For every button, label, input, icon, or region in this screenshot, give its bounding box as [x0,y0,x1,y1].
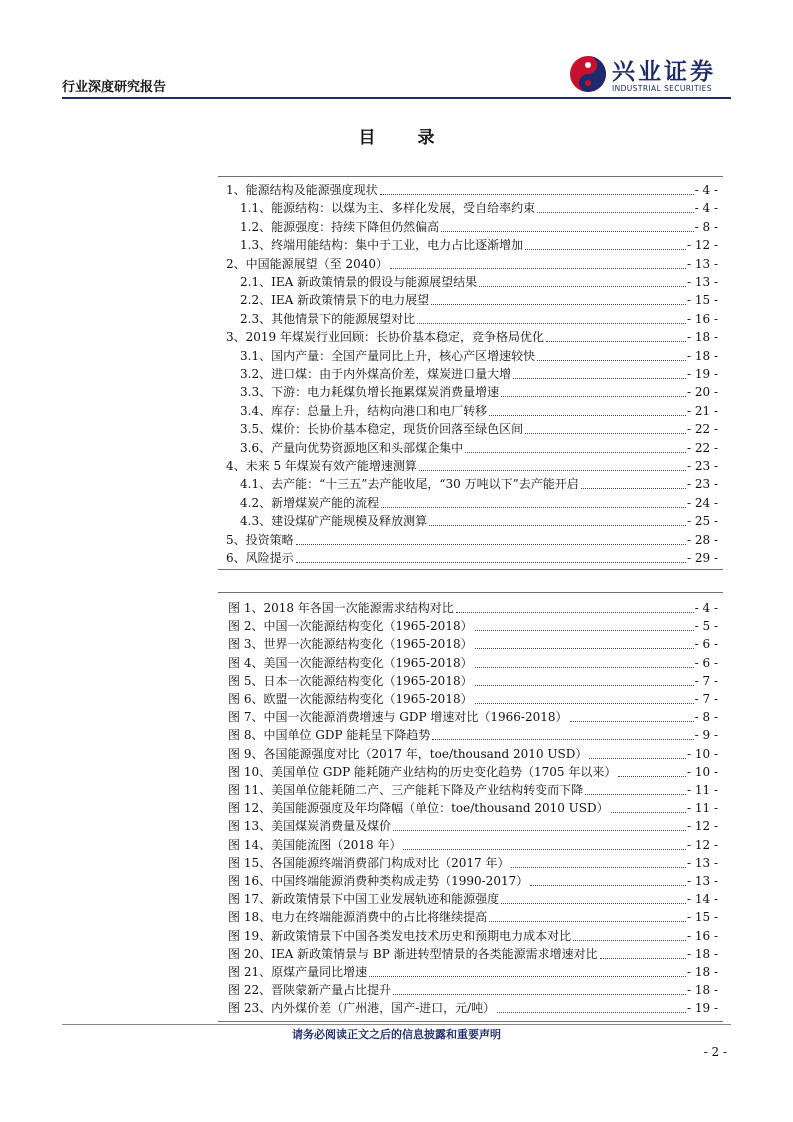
dot-leader [530,885,686,886]
entry-title: 图 12、美国能源强度及年均降幅（单位：toe/thousand 2010 USD） [228,801,609,816]
entry-page: - 13 - [686,855,718,870]
report-type-label: 行业深度研究报告 [62,80,167,95]
entry-title: 3.3、下游：电力耗煤负增长拖累煤炭消费量增速 [240,385,500,400]
entry-title: 2.3、其他情景下的能源展望对比 [240,311,416,326]
figure-entry[interactable] [228,999,718,1017]
entry-page: - 16 - [686,928,718,943]
header-divider [62,97,731,99]
dot-leader [380,194,694,195]
entry-title: 图 23、内外煤价差（广州港，国产-进口，元/吨） [228,1001,496,1016]
entry-title: 3.5、煤价：长协价基本稳定，现货价回落至绿色区间 [240,422,524,437]
toc-entry[interactable] [226,255,718,273]
entry-page: - 9 - [694,728,718,743]
dot-leader [570,721,694,722]
toc-entry[interactable] [240,494,718,512]
figure-entry[interactable] [228,945,718,963]
entry-title: 4.2、新增煤炭产能的流程 [240,495,380,510]
figure-entry[interactable] [228,908,718,926]
entry-page: - 10 - [686,764,718,779]
entry-page: - 4 - [694,601,718,615]
brand-name: 兴业证券 [612,59,716,85]
dot-leader [431,304,686,305]
entry-title: 图 21、原煤产量同比增速 [228,965,368,979]
figure-entry[interactable] [228,745,718,763]
dot-leader [573,940,686,941]
dot-leader [369,976,686,977]
toc-entry[interactable] [240,475,718,493]
entry-page: - 29 - [686,551,718,565]
dot-leader [381,507,686,508]
entry-title: 3.6、产量向优势资源地区和头部煤企集中 [240,440,464,455]
entry-title: 图 3、世界一次能源结构变化（1965-2018） [228,637,473,652]
figure-entry[interactable] [228,872,718,890]
toc-entry[interactable] [240,310,718,328]
dot-leader [475,667,694,668]
toc-entry[interactable] [240,365,718,383]
entry-title: 6、风险提示 [226,551,294,565]
toc-entry[interactable] [240,291,718,309]
entry-title: 图 22、晋陕蒙新产量占比提升 [228,983,392,998]
toc-entry[interactable] [240,218,718,236]
toc-entry[interactable] [240,512,718,530]
entry-title: 图 5、日本一次能源结构变化（1965-2018） [228,673,473,688]
toc-entry[interactable] [240,236,718,254]
dot-leader [393,994,686,995]
entry-title: 1.3、终端用能结构：集中于工业，电力占比逐渐增加 [240,238,524,253]
figure-list [218,592,723,1022]
entry-title: 图 4、美国一次能源结构变化（1965-2018） [228,655,473,670]
entry-page: - 19 - [686,1001,718,1016]
entry-title: 4.3、建设煤矿产能规模及释放测算 [240,514,428,529]
toc-entry[interactable] [240,383,718,401]
dot-leader [432,739,693,740]
entry-page: - 13 - [686,275,718,289]
entry-title: 2.1、IEA 新政策情景的假设与能源展望结果 [240,275,478,289]
entry-page: - 11 - [686,801,718,816]
brand-logo[interactable] [568,52,738,100]
toc-entry[interactable] [226,457,718,475]
entry-page: - 18 - [686,965,718,979]
dot-leader [585,794,686,795]
dot-leader [600,958,686,959]
entry-page: - 10 - [686,746,718,761]
entry-title: 图 14、美国能流图（2018 年） [228,837,402,852]
entry-page: - 18 - [686,330,718,345]
entry-page: - 4 - [694,201,718,216]
figure-entry[interactable] [228,690,718,708]
entry-page: - 14 - [686,892,718,907]
figure-entry[interactable] [228,763,718,781]
entry-page: - 6 - [694,655,718,670]
toc-entry[interactable] [240,199,718,217]
entry-page: - 20 - [686,385,718,400]
dot-leader [403,849,686,850]
entry-title: 1.1、能源结构：以煤为主、多样化发展，受自给率约束 [240,201,536,216]
entry-title: 图 2、中国一次能源结构变化（1965-2018） [228,619,473,634]
entry-page: - 4 - [694,183,718,197]
figure-entry[interactable] [228,981,718,999]
entry-title: 2.2、IEA 新政策情景下的电力展望 [240,293,430,308]
dot-leader [296,544,686,545]
entry-page: - 13 - [686,874,718,888]
entry-page: - 19 - [686,367,718,381]
entry-title: 图 15、各国能源终端消费部门构成对比（2017 年） [228,855,510,870]
figure-entry[interactable] [228,927,718,945]
dot-leader [417,323,686,324]
entry-title: 1、能源结构及能源强度现状 [226,183,378,197]
entry-title: 图 20、IEA 新政策情景与 BP 渐进转型情景的各类能源需求增速对比 [228,946,598,961]
figure-entry[interactable] [228,654,718,672]
entry-title: 图 18、电力在终端能源消费中的占比将继续提高 [228,910,488,925]
dot-leader [525,433,686,434]
toc-entry[interactable] [226,531,718,549]
dot-leader [489,415,686,416]
figure-entry[interactable] [228,708,718,726]
figure-entry[interactable] [228,890,718,908]
entry-title: 4、未来 5 年煤炭有效产能增速测算 [226,459,417,473]
entry-page: - 15 - [686,910,718,925]
page-number: - 2 - [703,1045,727,1059]
entry-page: - 18 - [686,983,718,998]
entry-page: - 12 - [686,238,718,253]
entry-page: - 25 - [686,514,718,529]
entry-title: 3.2、进口煤：由于内外煤高价差，煤炭进口量大增 [240,367,512,381]
entry-page: - 8 - [694,219,718,234]
dot-leader [537,360,686,361]
toc-list [218,176,723,570]
figure-entry[interactable] [228,726,718,744]
dot-leader [589,758,686,759]
entry-page: - 15 - [686,293,718,308]
figure-entry[interactable] [228,617,718,635]
toc-entry[interactable] [240,347,718,365]
figure-entry[interactable] [228,854,718,872]
figure-entry[interactable] [228,635,718,653]
entry-page: - 28 - [686,532,718,547]
figure-entry[interactable] [228,781,718,799]
dot-leader [618,776,686,777]
footer-divider [62,1024,731,1025]
disclaimer-notice: 请务必阅读正文之后的信息披露和重要声明 [292,1028,501,1041]
entry-title: 图 7、中国一次能源消费增速与 GDP 增速对比（1966-2018） [228,710,568,725]
entry-title: 图 9、各国能源强度对比（2017 年，toe/thousand 2010 USD） [228,746,588,761]
figure-entry[interactable] [228,963,718,981]
dot-leader [537,212,694,213]
dot-leader [501,903,686,904]
dot-leader [525,249,686,250]
dot-leader [475,685,694,686]
entry-title: 图 17、新政策情景下中国工业发展轨迹和能源强度 [228,892,500,907]
toc-entry[interactable] [240,402,718,420]
dot-leader [296,562,686,563]
dot-leader [475,630,694,631]
entry-title: 图 6、欧盟一次能源结构变化（1965-2018） [228,692,473,706]
entry-title: 3、2019 年煤炭行业回顾：长协价基本稳定，竞争格局优化 [226,330,544,345]
entry-page: - 7 - [694,692,718,706]
dot-leader [390,268,686,269]
entry-page: - 7 - [694,673,718,688]
entry-page: - 18 - [686,946,718,961]
figure-entry[interactable] [228,672,718,690]
toc-entry[interactable] [226,181,718,199]
dot-leader [511,867,686,868]
dot-leader [501,396,686,397]
entry-page: - 11 - [686,783,718,797]
entry-title: 5、投资策略 [226,532,294,547]
dot-leader [475,703,694,704]
entry-page: - 13 - [686,256,718,271]
dot-leader [479,286,686,287]
figure-entry[interactable] [228,599,718,617]
entry-title: 图 8、中国单位 GDP 能耗呈下降趋势 [228,728,431,743]
toc-entry[interactable] [240,420,718,438]
entry-title: 图 10、美国单位 GDP 能耗随产业结构的历史变化趋势（1705 年以来） [228,764,617,779]
entry-page: - 22 - [686,422,718,437]
figure-entry[interactable] [228,836,718,854]
entry-page: - 6 - [694,637,718,652]
entry-page: - 18 - [686,348,718,363]
figure-entry[interactable] [228,817,718,835]
entry-page: - 21 - [686,403,718,418]
toc-entry[interactable] [226,328,718,346]
dot-leader [465,452,686,453]
brand-emblem-icon [568,54,608,94]
entry-page: - 24 - [686,495,718,510]
entry-page: - 23 - [686,459,718,473]
entry-page: - 16 - [686,311,718,326]
dot-leader [611,812,686,813]
dot-leader [419,470,686,471]
dot-leader [513,378,686,379]
toc-entry[interactable] [226,549,718,567]
dot-leader [497,1012,686,1013]
dot-leader [456,612,694,613]
entry-title: 3.1、国内产量：全国产量同比上升，核心产区增速较快 [240,348,536,363]
entry-title: 图 13、美国煤炭消费量及煤价 [228,819,392,834]
entry-title: 1.2、能源强度：持续下降但仍然偏高 [240,219,440,234]
entry-title: 2、中国能源展望（至 2040） [226,256,388,271]
toc-title: 目 录 [358,128,453,148]
entry-page: - 12 - [686,837,718,852]
entry-title: 图 11、美国单位能耗随二产、三产能耗下降及产业结构转变而下降 [228,783,584,797]
dot-leader [475,648,694,649]
entry-title: 4.1、去产能：“十三五”去产能收尾，“30 万吨以下”去产能开启 [240,477,579,492]
entry-title: 图 19、新政策情景下中国各类发电技术历史和预期电力成本对比 [228,928,572,943]
figure-entry[interactable] [228,799,718,817]
entry-page: - 23 - [686,477,718,492]
brand-subtitle: INDUSTRIAL SECURITIES [612,84,712,93]
entry-page: - 5 - [694,619,718,634]
entry-page: - 8 - [694,710,718,725]
dot-leader [546,341,686,342]
entry-title: 图 1、2018 年各国一次能源需求结构对比 [228,601,454,615]
dot-leader [429,525,686,526]
dot-leader [489,921,686,922]
toc-entry[interactable] [240,273,718,291]
toc-entry[interactable] [240,439,718,457]
dot-leader [441,231,694,232]
entry-page: - 12 - [686,819,718,834]
entry-page: - 22 - [686,440,718,455]
entry-title: 图 16、中国终端能源消费种类构成走势（1990-2017） [228,874,529,888]
dot-leader [581,488,686,489]
entry-title: 3.4、库存：总量上升，结构向港口和电厂转移 [240,403,488,418]
dot-leader [393,830,686,831]
